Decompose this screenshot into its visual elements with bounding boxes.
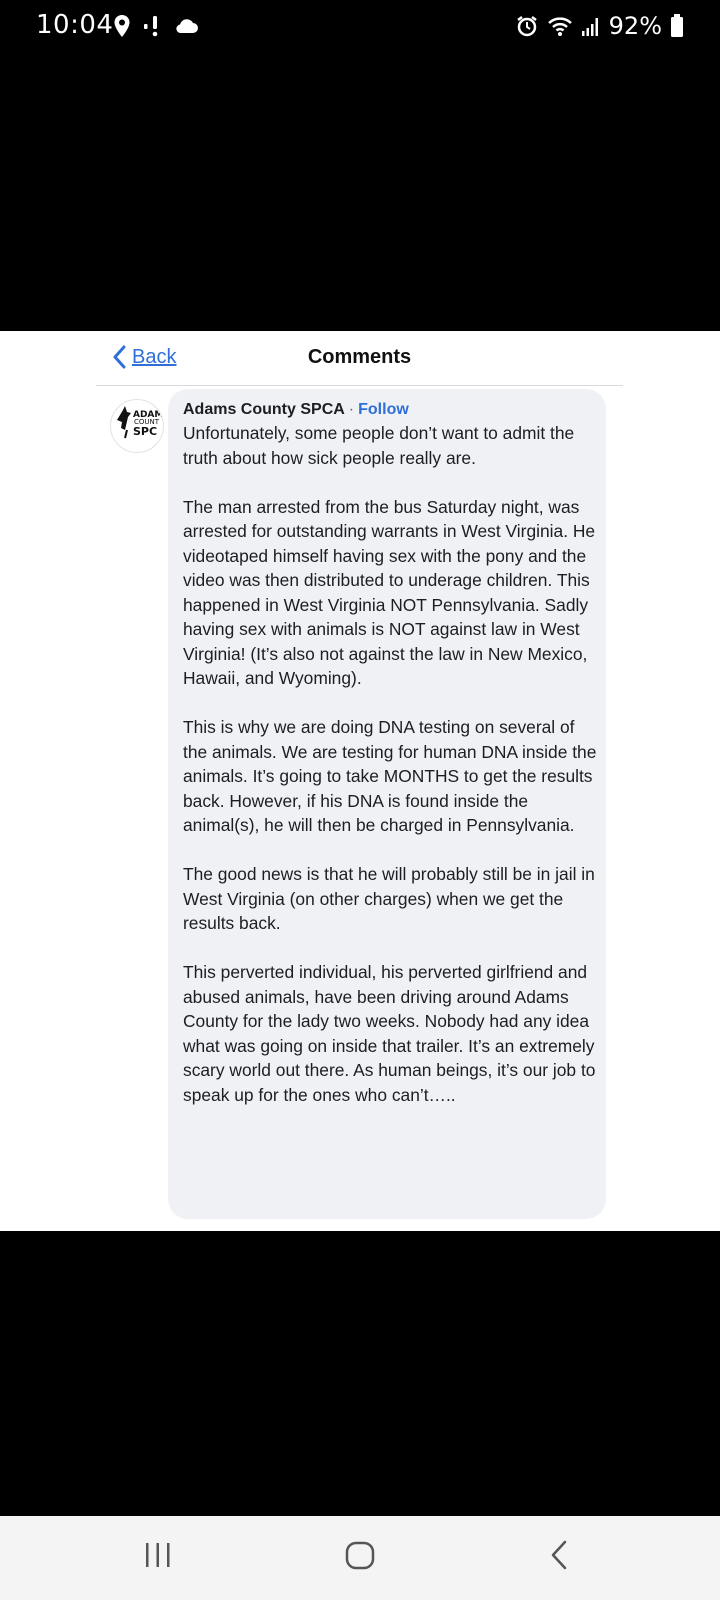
location-icon xyxy=(113,14,131,38)
comment-paragraph: This is why we are doing DNA testing on several of the animals. We are testing for human DNA inside the animals. It’s going to take MONTHS to get the results back. However, if his DNA is found inside the animal(s), he will then be charged in Pennsylvania. xyxy=(183,717,597,835)
comment-author[interactable]: Adams County SPCA xyxy=(183,401,345,418)
recent-apps-button[interactable] xyxy=(144,1538,172,1577)
separator-dot: · xyxy=(348,401,355,418)
cloud-icon xyxy=(173,16,199,36)
wifi-icon xyxy=(547,15,573,37)
comment-bubble xyxy=(168,389,606,1219)
comment-header xyxy=(183,401,409,419)
home-icon xyxy=(344,1538,376,1572)
avatar[interactable] xyxy=(110,399,164,453)
status-left-icons xyxy=(113,14,199,38)
comment-paragraph: Unfortunately, some people don’t want to admit the truth about how sick people really are. xyxy=(183,423,575,468)
comment-body xyxy=(183,421,603,1132)
status-right-icons xyxy=(515,12,684,40)
battery-percentage: 92% xyxy=(608,12,662,40)
follow-button[interactable]: Follow xyxy=(358,401,409,418)
back-nav-icon xyxy=(548,1538,572,1572)
page-title: Comments xyxy=(307,346,412,368)
system-nav-bar xyxy=(0,1516,720,1600)
svg-text:SPC: SPC xyxy=(133,425,158,438)
status-bar xyxy=(0,0,720,52)
notification-icon xyxy=(141,14,163,38)
status-time: 10:04 xyxy=(36,10,114,40)
comment-paragraph: The man arrested from the bus Saturday night, was arrested for outstanding warrants in West Virginia. He videotaped himself having sex with the pony and the video was then distributed to underage children. This happened in West Virginia NOT Pennsylvania. Sadly having sex with animals is NOT against law in West Virginia! (It’s also not against the law in New Mexico, Hawaii, and Wyoming). xyxy=(183,496,596,688)
comments-screen xyxy=(0,331,720,1231)
battery-icon xyxy=(670,14,684,38)
recent-apps-icon xyxy=(144,1538,172,1572)
svg-text:ADAM: ADAM xyxy=(133,410,163,420)
back-label: Back xyxy=(132,345,177,368)
spca-logo-icon xyxy=(111,400,163,452)
svg-text:COUNT: COUNT xyxy=(134,418,160,426)
comment-paragraph: The good news is that he will probably still be in jail in West Virginia (on other charges) when we get the results back. xyxy=(183,864,595,933)
comment-paragraph: This perverted individual, his perverted girlfriend and abused animals, have been driving around Adams County for the lady two weeks. Nobody had any idea what was going on inside that trailer. It’s an extremely scary world out there. As human beings, it’s our job to speak up for the ones who can’t….. xyxy=(183,962,596,1105)
home-button[interactable] xyxy=(344,1538,376,1577)
back-nav-button[interactable] xyxy=(548,1538,572,1577)
alarm-icon xyxy=(515,14,539,38)
signal-icon xyxy=(581,15,601,37)
comments-header xyxy=(96,331,623,386)
